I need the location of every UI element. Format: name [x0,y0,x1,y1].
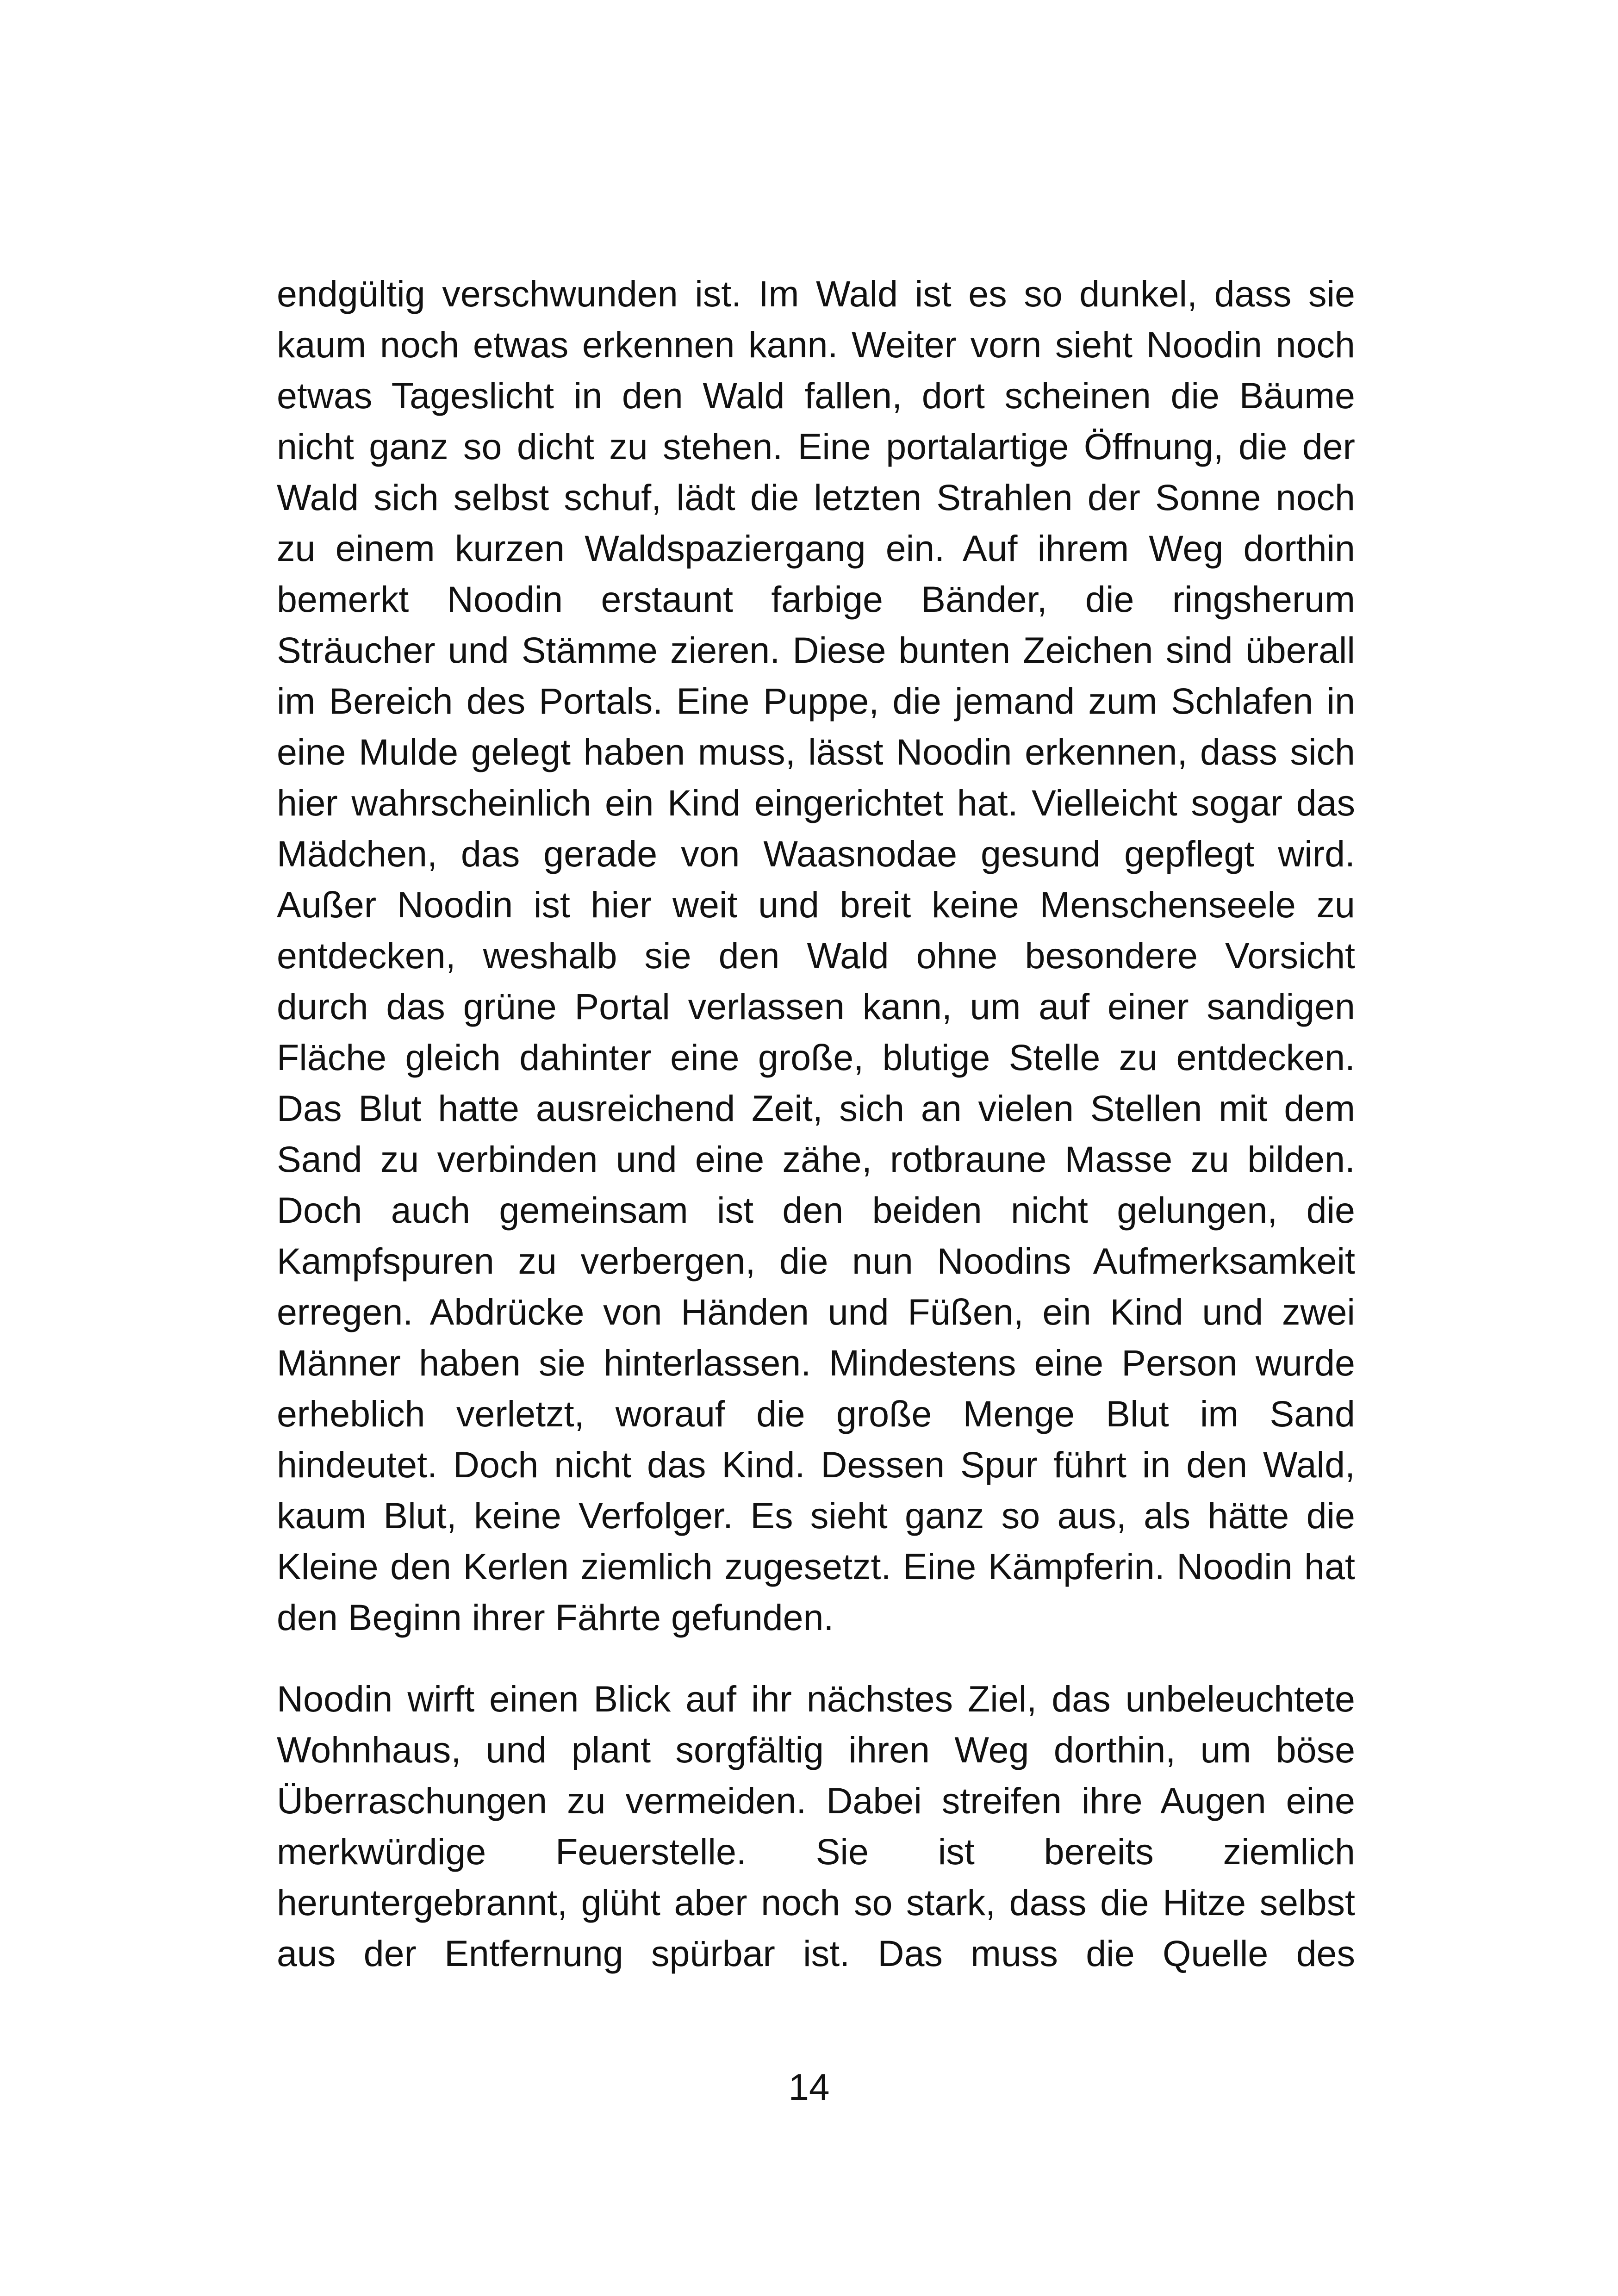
text-line: den Beginn ihrer Fährte gefunden. [277,1597,834,1638]
text-line: Überraschungen zu vermeiden. Dabei streifen ihre Augen eine [277,1780,1355,1821]
body-text [277,268,1355,1979]
text-line: Sand zu verbinden und eine zähe, rotbraune Masse zu bilden. [277,1139,1355,1180]
text-line: kaum noch etwas erkennen kann. Weiter vorn sieht Noodin noch [277,324,1355,365]
text-line: zu einem kurzen Waldspaziergang ein. Auf ihrem Weg dorthin [277,528,1355,569]
text-line: Kleine den Kerlen ziemlich zugesetzt. Eine Kämpferin. Noodin hat [277,1546,1355,1587]
text-line: Das Blut hatte ausreichend Zeit, sich an vielen Stellen mit dem [277,1088,1355,1129]
text-line: etwas Tageslicht in den Wald fallen, dort scheinen die Bäume [277,375,1355,416]
text-line: durch das grüne Portal verlassen kann, um auf einer sandigen [277,986,1355,1027]
text-line: erregen. Abdrücke von Händen und Füßen, ein Kind und zwei [277,1291,1355,1332]
text-line: Wald sich selbst schuf, lädt die letzten Strahlen der Sonne noch [277,477,1355,518]
text-line: bemerkt Noodin erstaunt farbige Bänder, die ringsherum [277,579,1355,620]
text-line: eine Mulde gelegt haben muss, lässt Noodin erkennen, dass sich [277,731,1355,772]
text-line: hindeutet. Doch nicht das Kind. Dessen Spur führt in den Wald, [277,1444,1355,1485]
text-line: nicht ganz so dicht zu stehen. Eine portalartige Öffnung, die der [277,426,1355,467]
text-line: Doch auch gemeinsam ist den beiden nicht gelungen, die [277,1189,1355,1231]
text-line: erheblich verletzt, worauf die große Menge Blut im Sand [277,1393,1355,1434]
text-line: Mädchen, das gerade von Waasnodae gesund gepflegt wird. [277,833,1355,874]
text-line: Fläche gleich dahinter eine große, blutige Stelle zu entdecken. [277,1037,1355,1078]
text-line: aus der Entfernung spürbar ist. Das muss die Quelle des [277,1933,1355,1974]
text-line: Sträucher und Stämme zieren. Diese bunten Zeichen sind überall [277,629,1355,671]
text-line: Noodin wirft einen Blick auf ihr nächstes Ziel, das unbeleuchtete [277,1678,1355,1719]
text-line: merkwürdige Feuerstelle. Sie ist bereits ziemlich [277,1831,1355,1872]
paragraph-2 [277,1674,1355,1979]
text-line: entdecken, weshalb sie den Wald ohne besondere Vorsicht [277,935,1355,976]
text-line: im Bereich des Portals. Eine Puppe, die jemand zum Schlafen in [277,680,1355,722]
text-line: Männer haben sie hinterlassen. Mindestens eine Person wurde [277,1342,1355,1383]
paragraph-1 [277,268,1355,1643]
text-line: kaum Blut, keine Verfolger. Es sieht ganz so aus, als hätte die [277,1495,1355,1536]
text-line: hier wahrscheinlich ein Kind eingerichtet hat. Vielleicht sogar das [277,782,1355,823]
text-line: heruntergebrannt, glüht aber noch so stark, dass die Hitze selbst [277,1882,1355,1923]
text-line: endgültig verschwunden ist. Im Wald ist es so dunkel, dass sie [277,273,1355,314]
text-line: Wohnhaus, und plant sorgfältig ihren Weg dorthin, um böse [277,1729,1355,1770]
text-line: Kampfspuren zu verbergen, die nun Noodins Aufmerksamkeit [277,1240,1355,1282]
text-line: Außer Noodin ist hier weit und breit keine Menschenseele zu [277,884,1355,925]
page-number: 14 [788,2066,830,2108]
